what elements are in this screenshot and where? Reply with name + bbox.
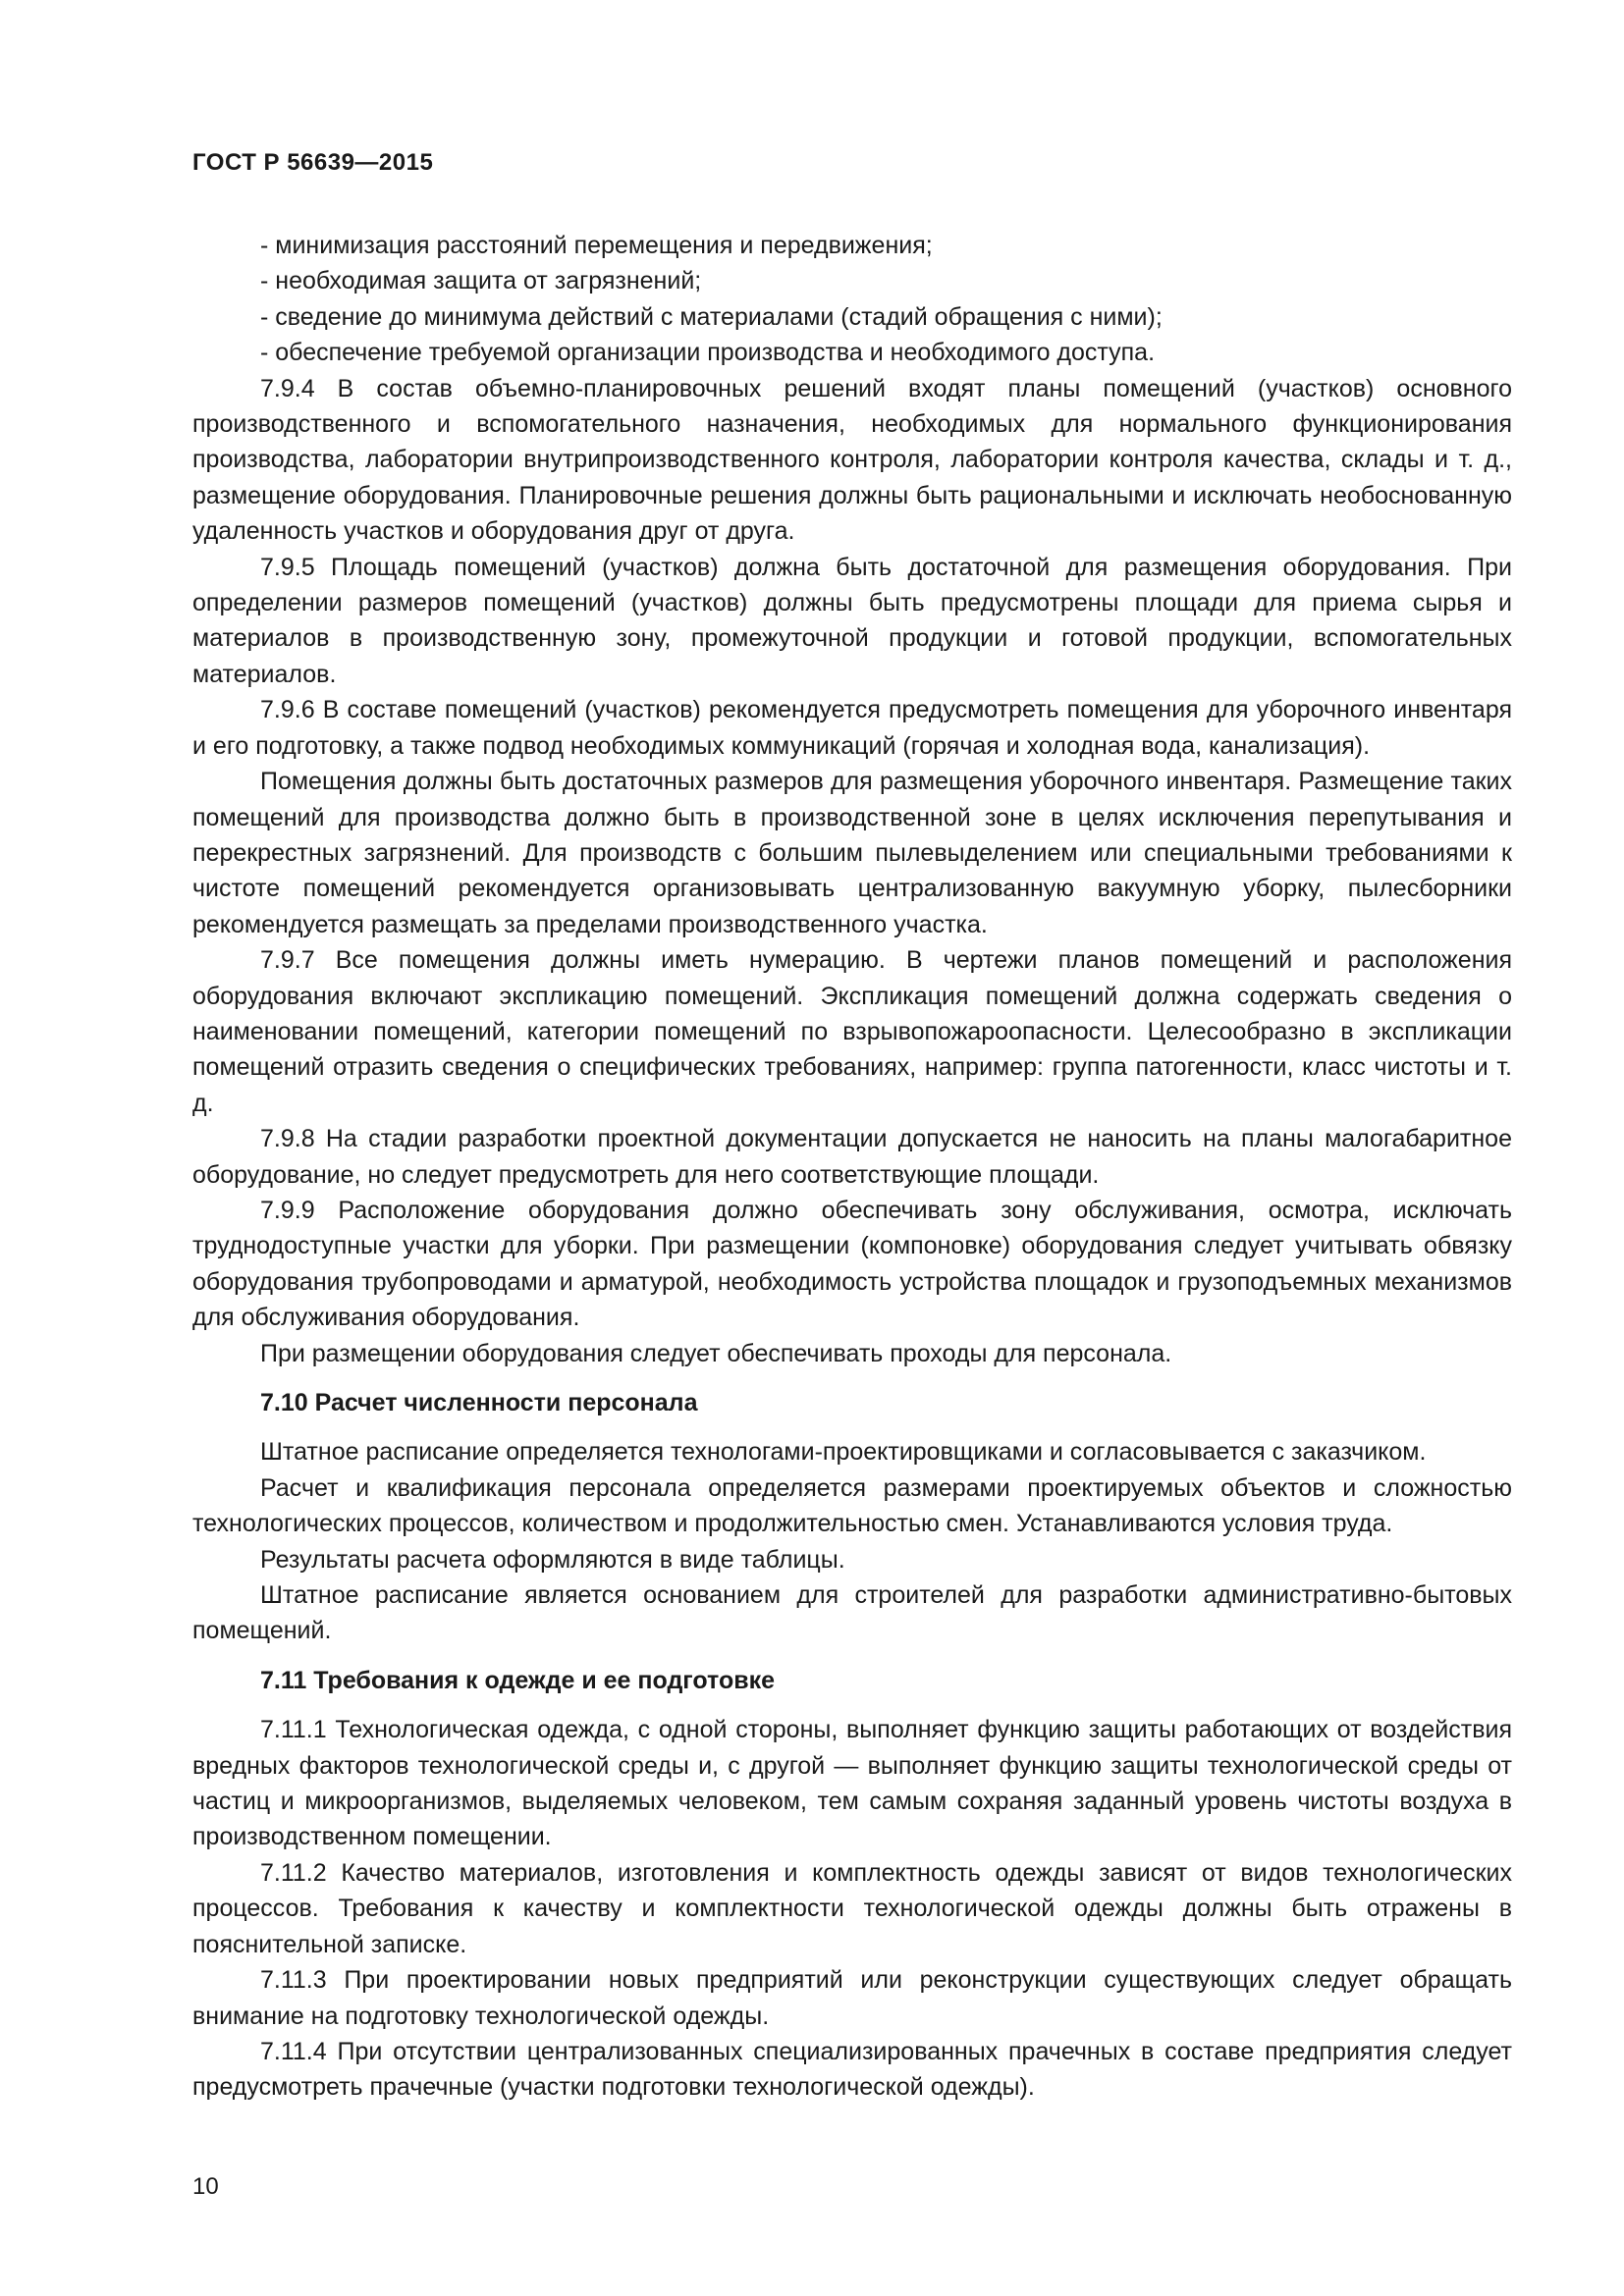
section-heading-7-11: 7.11 Требования к одежде и ее подготовке bbox=[260, 1666, 776, 1694]
paragraph-7-9-4: 7.9.4 В состав объемно-планировочных решений входят планы помещений (участков) основного производственного и вспомогательного назначения, необходимых для нормального функционирования производства, лаборатории внутрипроизводственного контроля, лаборатории контроля качества, склады и т. д., размещение оборудования. Планировочные решения должны быть рациональными и исключать необоснованную удаленность участков и оборудования друг от друга. bbox=[192, 374, 1512, 546]
paragraph-7-11-3: 7.11.3 При проектировании новых предприятий или реконструкции существующих следует обращать внимание на подготовку технологической одежды. bbox=[192, 1966, 1512, 2030]
paragraph-7-9-7: 7.9.7 Все помещения должны иметь нумерацию. В чертежи планов помещений и расположения оборудования включают экспликацию помещений. Экспликация помещений должна содержать сведения о наименовании помещений, категории помещений по взрывопожароопасности. Целесообразно в экспликации помещений отразить сведения о специфических требованиях, например: группа патогенности, класс чистоты и т. д. bbox=[192, 946, 1512, 1117]
paragraph-7-10-4: Штатное расписание является основанием для строителей для разработки административно-бытовых помещений. bbox=[192, 1581, 1512, 1645]
bullet-item: - минимизация расстояний перемещения и передвижения; bbox=[260, 232, 933, 259]
paragraph-7-11-4: 7.11.4 При отсутствии централизованных специализированных прачечных в составе предприятия следует предусмотреть прачечные (участки подготовки технологической одежды). bbox=[192, 2037, 1512, 2102]
paragraph-7-9-6: 7.9.6 В составе помещений (участков) рекомендуется предусмотреть помещения для уборочного инвентаря и его подготовку, а также подвод необходимых коммуникаций (горячая и холодная вода, канализация). bbox=[192, 696, 1512, 760]
paragraph-7-9-8: 7.9.8 На стадии разработки проектной документации допускается не наносить на планы малогабаритное оборудование, но следует предусмотреть для него соответствующие площади. bbox=[192, 1125, 1512, 1189]
paragraph-7-11-1: 7.11.1 Технологическая одежда, с одной стороны, выполняет функцию защиты работающих от воздействия вредных факторов технологической среды и, с другой — выполняет функцию защиты технологической среды от частиц и микроорганизмов, выделяемых человеком, тем самым сохраняя заданный уровень чистоты воздуха в производственном помещении. bbox=[192, 1716, 1512, 1851]
paragraph-7-10-3: Результаты расчета оформляются в виде таблицы. bbox=[260, 1545, 845, 1574]
paragraph-7-10-1: Штатное расписание определяется технологами-проектировщиками и согласовывается с заказчиком. bbox=[260, 1438, 1427, 1467]
bullet-item: - сведение до минимума действий с материалами (стадий обращения с ними); bbox=[260, 302, 1163, 331]
paragraph-7-9-5: 7.9.5 Площадь помещений (участков) должна быть достаточной для размещения оборудования. При определении размеров помещений (участков) должны быть предусмотрены площади для приема сырья и материалов в производственную зону, промежуточной продукции и готовой продукции, вспомогательных материалов. bbox=[192, 553, 1512, 688]
bullet-item: - необходимая защита от загрязнений; bbox=[260, 267, 702, 295]
paragraph-7-9-9-cont: При размещении оборудования следует обеспечивать проходы для персонала. bbox=[260, 1339, 1172, 1367]
section-heading-7-10: 7.10 Расчет численности персонала bbox=[260, 1389, 698, 1416]
page-number: 10 bbox=[192, 2173, 219, 2200]
bullet-item: - обеспечение требуемой организации производства и необходимого доступа. bbox=[260, 339, 1156, 367]
paragraph-7-9-6-cont: Помещения должны быть достаточных размеров для размещения уборочного инвентаря. Размещение таких помещений для производства должно быть в производственной зоне в целях исключения перепутывания и перекрестных загрязнений. Для производств с большим пылевыделением или специальными требованиями к чистоте помещений рекомендуется организовывать централизованную вакуумную уборку, пылесборники рекомендуется размещать за пределами производственного участка. bbox=[192, 768, 1512, 938]
paragraph-7-9-9: 7.9.9 Расположение оборудования должно обеспечивать зону обслуживания, осмотра, исключать труднодоступные участки для уборки. При размещении (компоновке) оборудования следует учитывать обвязку оборудования трубопроводами и арматурой, необходимость устройства площадок и грузоподъемных механизмов для обслуживания оборудования. bbox=[192, 1196, 1512, 1332]
document-code: ГОСТ Р 56639—2015 bbox=[192, 149, 434, 176]
paragraph-7-11-2: 7.11.2 Качество материалов, изготовления и комплектность одежды зависят от видов технологических процессов. Требования к качеству и комплектности технологической одежды должны быть отражены в пояснительной записке. bbox=[192, 1858, 1512, 1958]
paragraph-7-10-2: Расчет и квалификация персонала определяется размерами проектируемых объектов и сложностью технологических процессов, количеством и продолжительностью смен. Устанавливаются условия труда. bbox=[192, 1473, 1512, 1538]
page-body bbox=[192, 228, 1512, 2106]
